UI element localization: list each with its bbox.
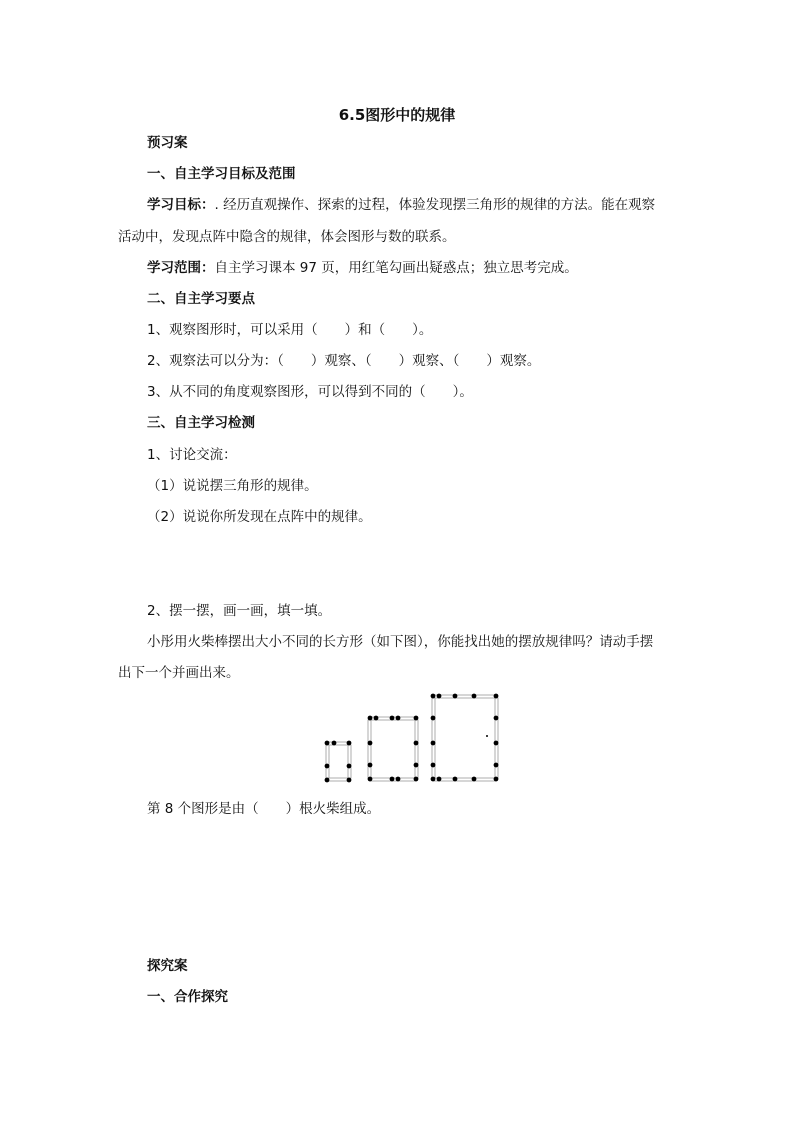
learning-goal [147, 196, 655, 214]
question-1: 1、讨论交流： [147, 447, 237, 463]
goal-label: 学习目标： [147, 197, 215, 213]
goal-text-2: 活动中，发现点阵中隐含的规律，体会图形与数的联系。 [118, 229, 456, 245]
section1-heading: 一、自主学习目标及范围 [147, 166, 296, 182]
key-point-3: 3、从不同的角度观察图形，可以得到不同的（ ）。 [147, 384, 473, 400]
matchstick-rect-1 [325, 741, 352, 783]
goal-text-1: . 经历直观操作、探索的过程，体验发现摆三角形的规律的方法。能在观察 [214, 197, 656, 213]
question-2-text-1: 小彤用火柴棒摆出大小不同的长方形（如下图），你能找出她的摆放规律吗？请动手摆 [147, 634, 654, 650]
question-2: 2、摆一摆，画一画，填一填。 [147, 603, 332, 619]
section2-heading: 二、自主学习要点 [147, 291, 255, 307]
scope-label: 学习范围： [147, 260, 215, 276]
section3-heading: 三、自主学习检测 [147, 415, 255, 431]
matchstick-rect-3 [431, 694, 499, 782]
page-title: 6.5图形中的规律 [338, 106, 456, 124]
question-2-fill: 第 8 个图形是由（ ）根火柴组成。 [147, 801, 381, 817]
matchstick-figure [318, 688, 508, 788]
preview-heading: 预习案 [147, 135, 188, 151]
explore-heading: 探究案 [147, 958, 188, 974]
scope-text: 自主学习课本 97 页，用红笔勾画出疑惑点；独立思考完成。 [214, 260, 578, 276]
key-point-2: 2、观察法可以分为：（ ）观察、（ ）观察、（ ）观察。 [147, 353, 541, 369]
key-point-1: 1、观察图形时，可以采用（ ）和（ ）。 [147, 322, 433, 338]
matchstick-rect-2 [368, 716, 419, 782]
question-2-text-2: 出下一个并画出来。 [118, 665, 240, 681]
question-1b: （2）说说你所发现在点阵中的规律。 [147, 509, 372, 525]
question-1a: （1）说说摆三角形的规律。 [147, 478, 318, 494]
learning-scope [147, 259, 578, 277]
explore-section1-heading: 一、合作探究 [147, 989, 228, 1005]
